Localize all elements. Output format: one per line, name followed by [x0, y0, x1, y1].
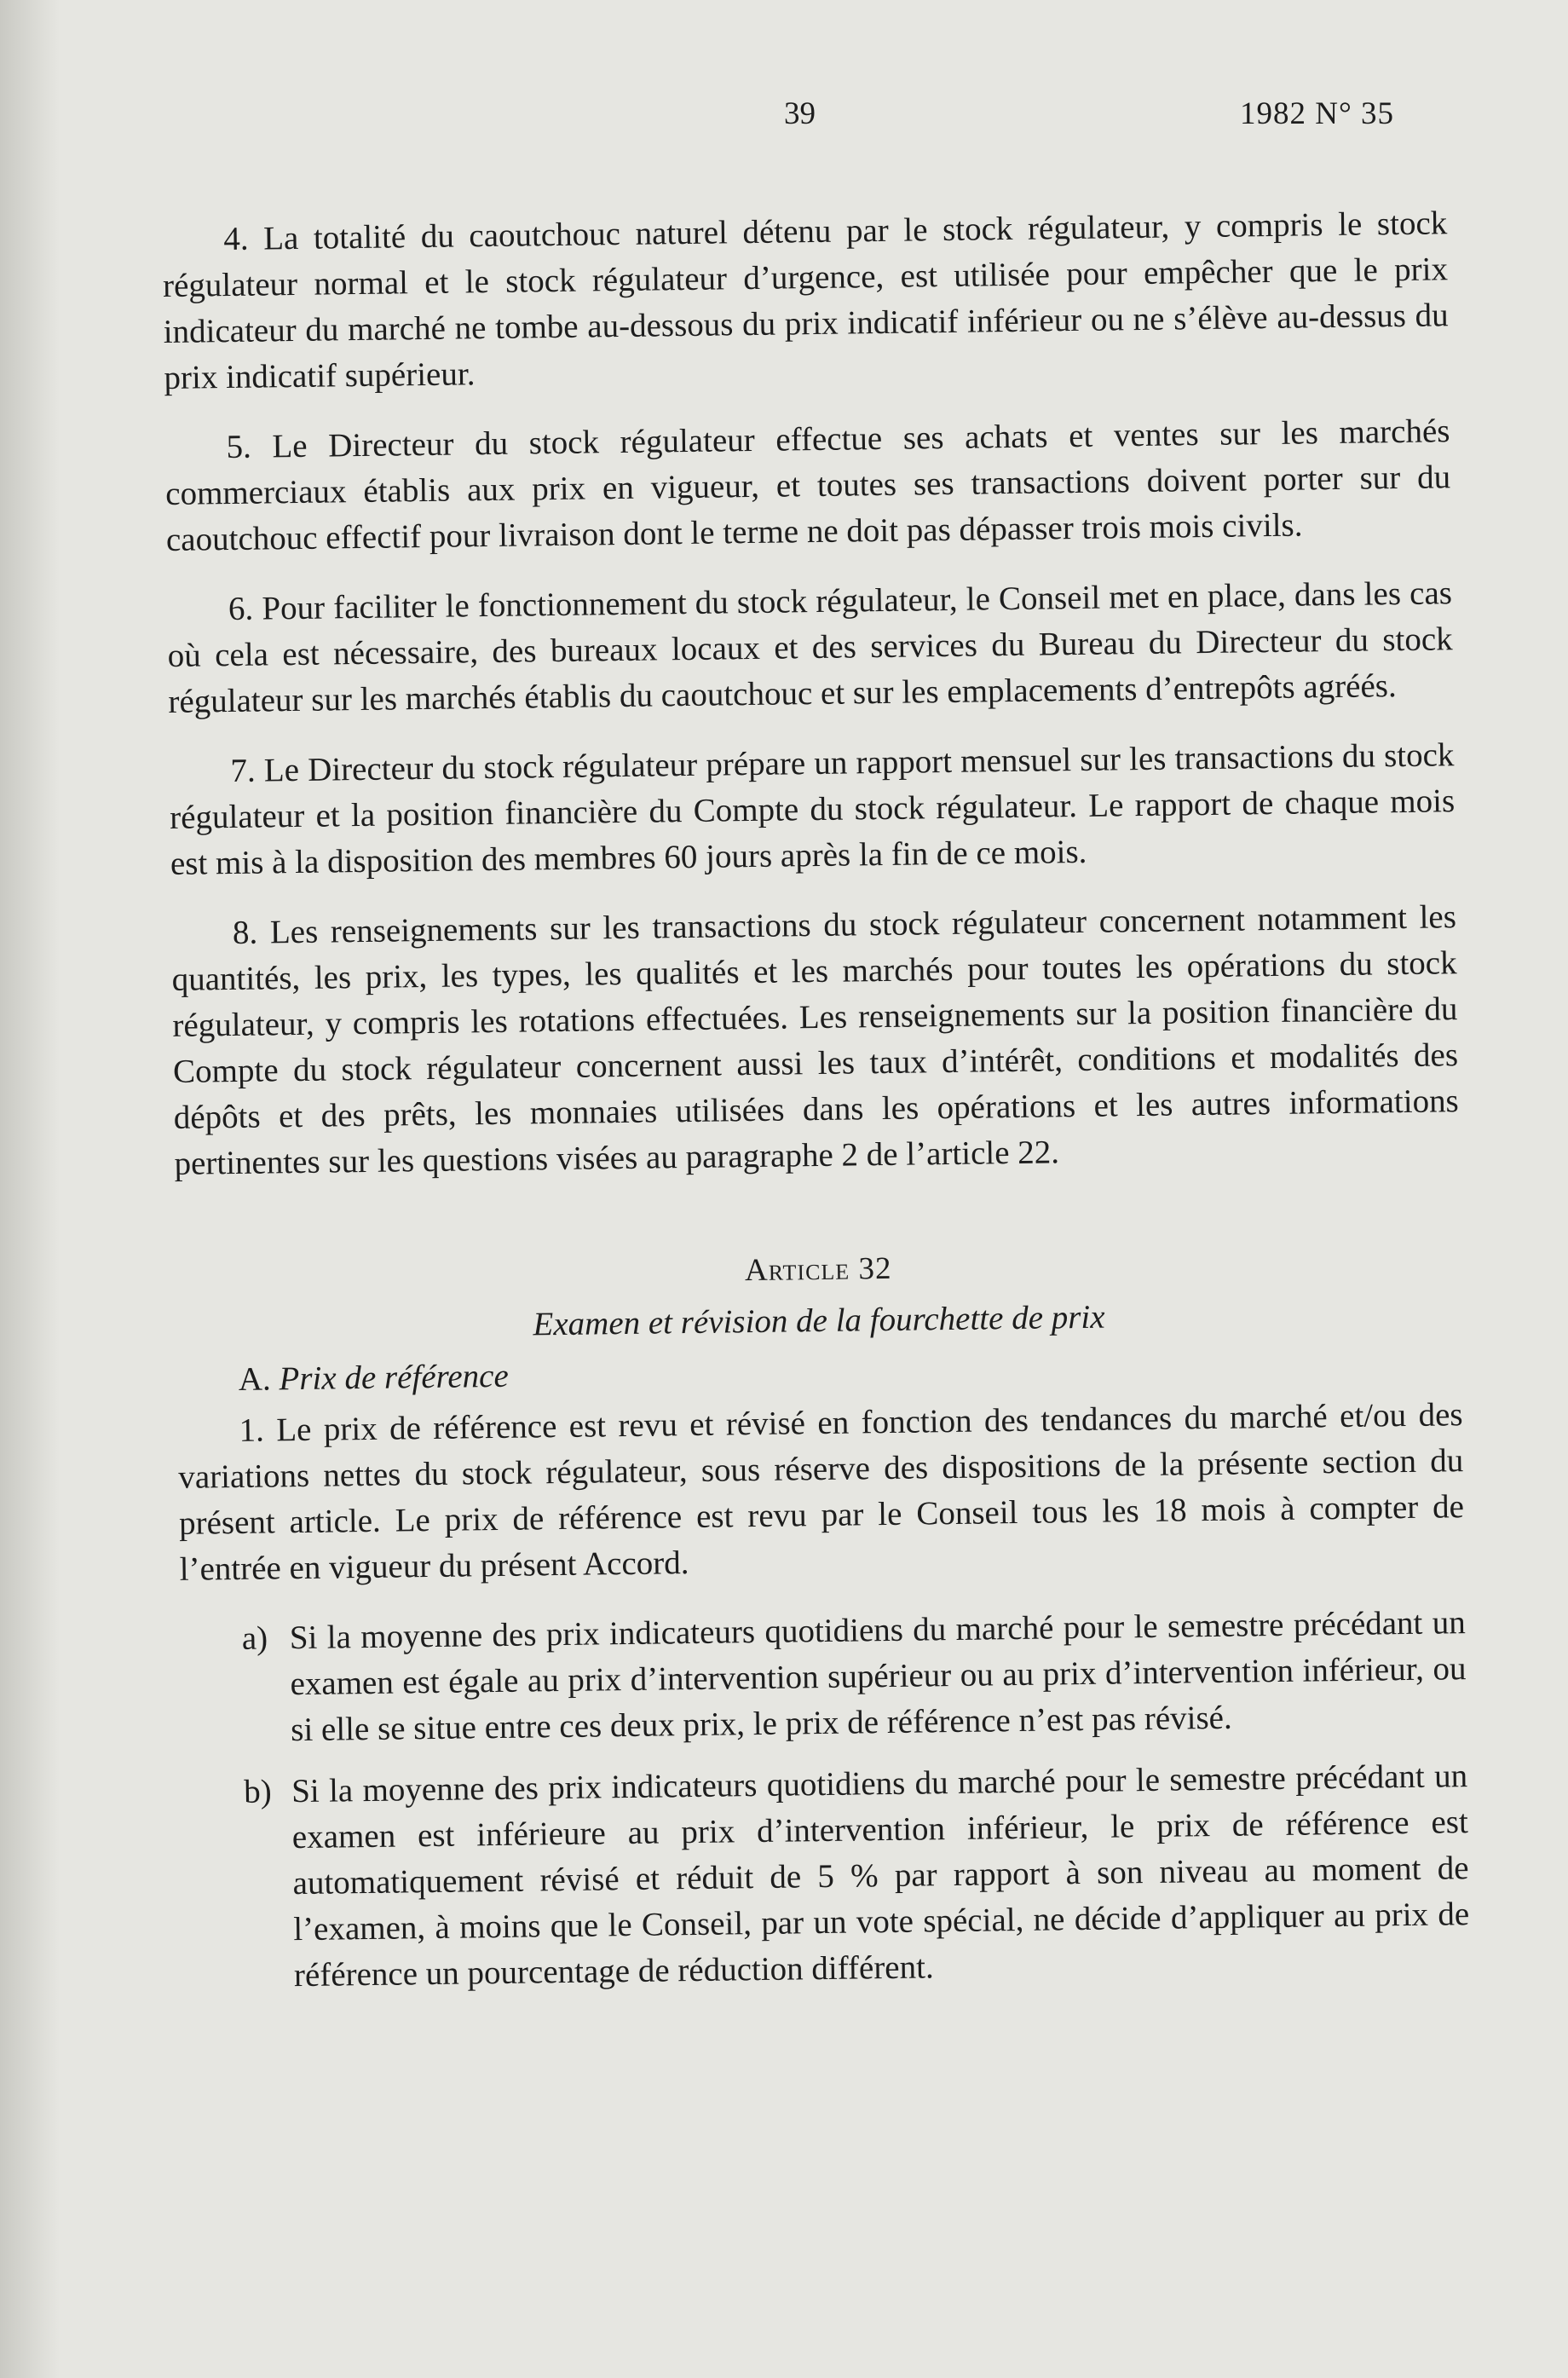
issue-reference: 1982 N° 35 — [1240, 96, 1395, 131]
paragraph-7: 7. Le Directeur du stock régulateur prépare un rapport mensuel sur les transactions du stock régulateur et la position financière du Compte du stock régulateur. Le rapport de chaque mois est mis à la disposition des membres 60 jours après la fin de ce mois. — [169, 736, 1456, 882]
paragraph-5: 5. Le Directeur du stock régulateur effectue ses achats et ventes sur les marchés commerciaux établis aux prix en vigueur, et toutes ses transactions doivent porter sur du caoutchouc effectif pour livraison dont le terme ne doit pas dépasser trois mois civils. — [164, 413, 1451, 558]
body-text — [162, 200, 1470, 2016]
article-paragraph-1: 1. Le prix de référence est revu et révisé en fonction des tendances du marché et/ou des variations nettes du stock régulateur, sous réserve des dispositions de la présente section du présent article. Le prix de référence est revu par le Conseil tous les 18 mois à compter de l’entrée en vigueur du présent Accord. — [178, 1396, 1465, 1588]
binding-shadow — [0, 0, 60, 2378]
list-item-b — [182, 1753, 1470, 2000]
list-marker: a) — [241, 1619, 268, 1657]
list-item-text: Si la moyenne des prix indicateurs quotidiens du marché pour le semestre précédant un examen est inférieure au prix d’intervention inférieur, le prix de référence est automatiquement révisé et réduit de 5 % par rapport à son niveau au moment de l’examen, à moins que le Conseil, par un vote spécial, ne décide d’appliquer au prix de référence un pourcentage de réduction différent. — [291, 1758, 1470, 1994]
article-heading: Article 32 — [744, 1250, 892, 1289]
list-item-a — [180, 1600, 1467, 1755]
section-title: Prix de référence — [279, 1357, 510, 1398]
paragraph-4: 4. La totalité du caoutchouc naturel détenu par le stock régulateur, y compris le stock régulateur normal et le stock régulateur d’urgence, est utilisée pour empêcher que le prix indicateur du marché ne tombe au-dessous du prix indicatif inférieur ou ne s’élève au-dessus du prix indicatif supérieur. — [162, 205, 1449, 396]
list-item-text: Si la moyenne des prix indicateurs quotidiens du marché pour le semestre précédant un examen est égale au prix d’intervention supérieur ou au prix d’intervention inférieur, ou si elle se situe entre ces deux prix, le prix de référence n’est pas révisé. — [289, 1604, 1467, 1749]
article-subtitle: Examen et révision de la fourchette de prix — [533, 1298, 1105, 1343]
list-marker: b) — [243, 1773, 272, 1810]
section-marker: A. — [238, 1360, 272, 1398]
paragraph-8: 8. Les renseignements sur les transactions du stock régulateur concernent notamment les quantités, les prix, les types, les qualités et les marchés pour toutes les opérations du stock régulateur, y compris les rotations effectuées. Les renseignements sur la position financière du Compte du stock régulateur concernent aussi les taux d’intérêt, conditions et modalités des dépôts et des prêts, les monnaies utilisées dans les opérations et les autres informations pertinentes sur les questions visées au paragraphe 2 de l’article 22. — [171, 898, 1459, 1182]
page-header — [0, 95, 1568, 147]
paragraph-6: 6. Pour faciliter le fonctionnement du stock régulateur, le Conseil met en place, dans les cas où cela est nécessaire, des bureaux locaux et des services du Bureau du Directeur du stock régulateur sur les marchés établis du caoutchouc et sur les emplacements d’entrepôts agréés. — [167, 574, 1453, 720]
page-number: 39 — [784, 96, 816, 131]
